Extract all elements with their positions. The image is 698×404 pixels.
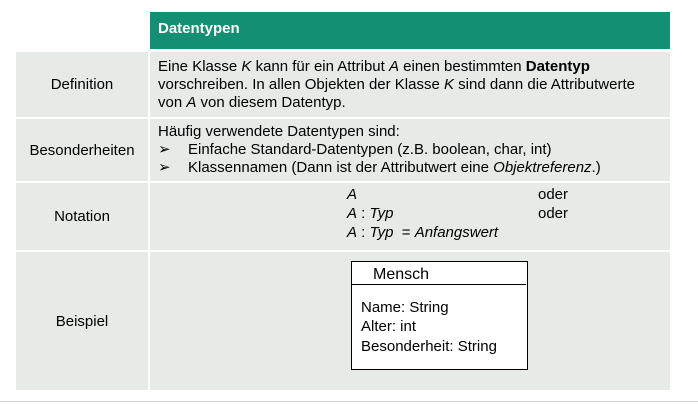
notation-line-1: A <box>347 186 358 203</box>
notation-line-2: A : Typ <box>347 205 394 222</box>
notation-line-3: A : Typ = Anfangswert <box>347 224 499 241</box>
row-label-beispiel <box>16 252 148 390</box>
notation-or-2: oder <box>538 205 569 222</box>
definition-line-2: vorschreiben. In allen Objekten der Klasse K sind dann die Attributwerte <box>158 76 635 93</box>
bullet-item-1: ➢ Einfache Standard-Datentypen (z.B. boolean, char, int) <box>158 141 552 158</box>
row-label-definition <box>16 52 148 117</box>
table-title: Datentypen <box>158 20 240 37</box>
bullet-item-2: ➢ Klassennamen (Dann ist der Attributwert eine Objektreferenz.) <box>158 159 601 176</box>
beispiel-label: Beispiel <box>55 312 109 330</box>
uml-attribute: Alter: int <box>361 318 417 335</box>
definition-line-1: Eine Klasse K kann für ein Attribut A einen bestimmten Datentyp <box>158 58 590 75</box>
definition-label: Definition <box>50 76 114 93</box>
bullet-arrow-icon: ➢ <box>158 159 171 176</box>
beispiel-content-cell <box>150 252 670 390</box>
notation-label: Notation <box>54 208 110 225</box>
keyword-datentyp: Datentyp <box>525 58 590 75</box>
header-cell <box>150 12 670 49</box>
besonderheiten-label: Besonderheiten <box>29 141 135 159</box>
notation-content-cell <box>150 183 670 250</box>
besonderheiten-content-cell <box>150 119 670 181</box>
uml-attribute: Besonderheit: String <box>361 338 497 355</box>
bullet-arrow-icon: ➢ <box>158 141 171 158</box>
uml-attribute: Name: String <box>361 299 449 316</box>
definition-line-3: von A von diesem Datentyp. <box>158 94 346 111</box>
uml-class-name-compartment <box>352 262 526 285</box>
row-label-besonderheiten <box>16 119 148 181</box>
page-bottom-edge <box>0 401 698 402</box>
row-label-notation <box>16 183 148 250</box>
uml-class-box <box>351 261 528 370</box>
definition-content-cell <box>150 52 670 117</box>
header-corner-cell <box>16 12 150 49</box>
besonderheiten-intro: Häufig verwendete Datentypen sind: <box>158 123 400 140</box>
notation-or-1: oder <box>538 186 569 203</box>
uml-class-name: Mensch <box>373 266 430 283</box>
